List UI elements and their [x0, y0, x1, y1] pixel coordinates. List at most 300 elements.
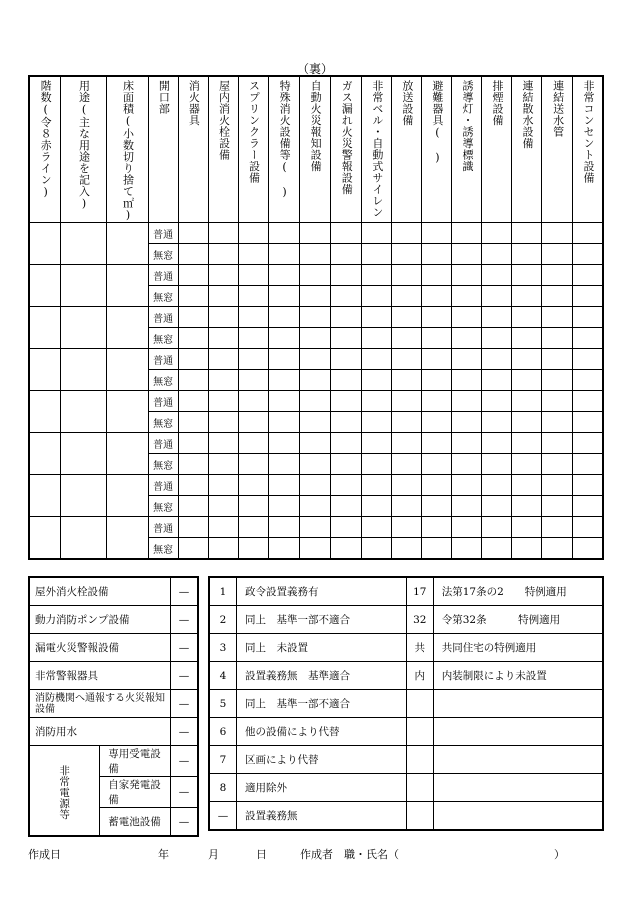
input-cell[interactable]	[392, 517, 422, 538]
input-cell[interactable]	[482, 286, 512, 307]
input-cell[interactable]	[452, 349, 482, 370]
input-cell[interactable]	[452, 286, 482, 307]
legend-code: 1	[209, 577, 237, 606]
input-cell[interactable]	[238, 391, 268, 412]
input-cell[interactable]	[330, 370, 361, 391]
input-cell[interactable]	[512, 328, 542, 349]
input-cell[interactable]	[422, 265, 452, 286]
input-cell[interactable]	[452, 223, 482, 244]
equipment-value[interactable]: —	[171, 690, 199, 718]
input-cell[interactable]	[362, 370, 392, 391]
input-cell[interactable]	[330, 412, 361, 433]
input-cell[interactable]	[422, 475, 452, 496]
power-value[interactable]: —	[171, 746, 199, 777]
power-label: 専用受電設備	[100, 746, 171, 777]
input-cell[interactable]	[106, 433, 148, 475]
input-cell[interactable]	[422, 349, 452, 370]
input-cell[interactable]	[208, 223, 238, 244]
input-cell[interactable]	[208, 265, 238, 286]
input-cell[interactable]	[542, 286, 573, 307]
input-cell[interactable]	[452, 496, 482, 517]
column-header	[60, 76, 106, 223]
input-cell[interactable]	[482, 517, 512, 538]
input-cell[interactable]	[268, 538, 299, 560]
input-cell[interactable]	[452, 475, 482, 496]
input-cell[interactable]	[208, 475, 238, 496]
input-cell[interactable]	[238, 496, 268, 517]
input-cell[interactable]	[330, 286, 361, 307]
input-cell[interactable]	[330, 244, 361, 265]
input-cell[interactable]	[573, 391, 603, 412]
input-cell[interactable]	[208, 349, 238, 370]
column-header	[392, 76, 422, 223]
power-group-cell	[29, 746, 100, 837]
opening-type-label: 普通	[148, 223, 178, 244]
input-cell[interactable]	[452, 517, 482, 538]
input-cell[interactable]	[362, 223, 392, 244]
input-cell[interactable]	[178, 265, 208, 286]
input-cell[interactable]	[512, 496, 542, 517]
input-cell[interactable]	[512, 538, 542, 560]
input-cell[interactable]	[208, 538, 238, 560]
input-cell[interactable]	[422, 391, 452, 412]
input-cell[interactable]	[238, 454, 268, 475]
input-cell[interactable]	[106, 265, 148, 307]
input-cell[interactable]	[482, 391, 512, 412]
input-cell[interactable]	[542, 475, 573, 496]
input-cell[interactable]	[392, 391, 422, 412]
input-cell[interactable]	[29, 349, 60, 391]
power-value[interactable]: —	[171, 777, 199, 808]
input-cell[interactable]	[542, 349, 573, 370]
equipment-value[interactable]: —	[171, 662, 199, 690]
input-cell[interactable]	[330, 328, 361, 349]
input-cell[interactable]	[106, 307, 148, 349]
input-cell[interactable]	[106, 349, 148, 391]
input-cell[interactable]	[238, 370, 268, 391]
input-cell[interactable]	[573, 475, 603, 496]
input-cell[interactable]	[422, 328, 452, 349]
input-cell[interactable]	[512, 370, 542, 391]
input-cell[interactable]	[268, 517, 299, 538]
input-cell[interactable]	[299, 349, 330, 370]
input-cell[interactable]	[542, 496, 573, 517]
input-cell[interactable]	[573, 412, 603, 433]
author-label: 作成者 職・氏名（	[300, 848, 399, 861]
input-cell[interactable]	[330, 223, 361, 244]
input-cell[interactable]	[238, 307, 268, 328]
input-cell[interactable]	[238, 328, 268, 349]
input-cell[interactable]	[392, 349, 422, 370]
input-cell[interactable]	[178, 391, 208, 412]
input-cell[interactable]	[452, 370, 482, 391]
input-cell[interactable]	[330, 391, 361, 412]
input-cell[interactable]	[362, 286, 392, 307]
input-cell[interactable]	[482, 475, 512, 496]
input-cell[interactable]	[482, 307, 512, 328]
input-cell[interactable]	[573, 307, 603, 328]
legend-row	[209, 577, 603, 606]
input-cell[interactable]	[392, 370, 422, 391]
input-cell[interactable]	[238, 538, 268, 560]
input-cell[interactable]	[573, 286, 603, 307]
input-cell[interactable]	[178, 223, 208, 244]
input-cell[interactable]	[392, 244, 422, 265]
legend-table	[208, 576, 604, 831]
input-cell[interactable]	[330, 475, 361, 496]
input-cell[interactable]	[482, 244, 512, 265]
equipment-value[interactable]: —	[171, 577, 199, 606]
input-cell[interactable]	[422, 496, 452, 517]
input-cell[interactable]	[392, 454, 422, 475]
input-cell[interactable]	[208, 454, 238, 475]
input-cell[interactable]	[452, 391, 482, 412]
input-cell[interactable]	[299, 538, 330, 560]
input-cell[interactable]	[362, 349, 392, 370]
input-cell[interactable]	[573, 223, 603, 244]
input-cell[interactable]	[452, 244, 482, 265]
input-cell[interactable]	[573, 244, 603, 265]
input-cell[interactable]	[542, 307, 573, 328]
equipment-value[interactable]: —	[171, 634, 199, 662]
input-cell[interactable]	[178, 328, 208, 349]
input-cell[interactable]	[106, 517, 148, 560]
input-cell[interactable]	[299, 454, 330, 475]
input-cell[interactable]	[299, 517, 330, 538]
input-cell[interactable]	[268, 454, 299, 475]
input-cell[interactable]	[512, 286, 542, 307]
input-cell[interactable]	[362, 454, 392, 475]
input-cell[interactable]	[542, 223, 573, 244]
input-cell[interactable]	[512, 433, 542, 454]
input-cell[interactable]	[208, 433, 238, 454]
input-cell[interactable]	[542, 328, 573, 349]
input-cell[interactable]	[512, 349, 542, 370]
input-cell[interactable]	[268, 391, 299, 412]
input-cell[interactable]	[208, 496, 238, 517]
input-cell[interactable]	[60, 349, 106, 391]
input-cell[interactable]	[208, 328, 238, 349]
equipment-value[interactable]: —	[171, 606, 199, 634]
input-cell[interactable]	[542, 433, 573, 454]
input-cell[interactable]	[330, 538, 361, 560]
input-cell[interactable]	[208, 370, 238, 391]
input-cell[interactable]	[422, 538, 452, 560]
column-header	[238, 76, 268, 223]
input-cell[interactable]	[392, 475, 422, 496]
input-cell[interactable]	[330, 349, 361, 370]
input-cell[interactable]	[542, 412, 573, 433]
equipment-row	[29, 718, 198, 746]
legend-text: 同上 未設置	[237, 634, 407, 662]
input-cell[interactable]	[268, 265, 299, 286]
input-cell[interactable]	[178, 517, 208, 538]
input-cell[interactable]	[512, 391, 542, 412]
input-cell[interactable]	[512, 517, 542, 538]
input-cell[interactable]	[542, 244, 573, 265]
input-cell[interactable]	[542, 370, 573, 391]
input-cell[interactable]	[299, 244, 330, 265]
input-cell[interactable]	[573, 496, 603, 517]
input-cell[interactable]	[542, 517, 573, 538]
input-cell[interactable]	[362, 391, 392, 412]
input-cell[interactable]	[392, 433, 422, 454]
column-header-label: 放送設備	[400, 80, 414, 126]
input-cell[interactable]	[299, 223, 330, 244]
column-header-label: 連結送水管	[551, 80, 565, 138]
input-cell[interactable]	[29, 517, 60, 560]
input-cell[interactable]	[299, 328, 330, 349]
input-cell[interactable]	[238, 244, 268, 265]
input-cell[interactable]	[452, 328, 482, 349]
month-label: 月	[208, 848, 219, 861]
input-cell[interactable]	[178, 475, 208, 496]
input-cell[interactable]	[208, 244, 238, 265]
input-cell[interactable]	[208, 517, 238, 538]
input-cell[interactable]	[299, 433, 330, 454]
input-cell[interactable]	[178, 412, 208, 433]
input-cell[interactable]	[362, 496, 392, 517]
table-row	[29, 307, 603, 328]
input-cell[interactable]	[178, 433, 208, 454]
input-cell[interactable]	[29, 265, 60, 307]
input-cell[interactable]	[29, 475, 60, 517]
input-cell[interactable]	[542, 454, 573, 475]
input-cell[interactable]	[29, 391, 60, 433]
input-cell[interactable]	[452, 538, 482, 560]
input-cell[interactable]	[29, 433, 60, 475]
input-cell[interactable]	[542, 265, 573, 286]
input-cell[interactable]	[178, 307, 208, 328]
input-cell[interactable]	[178, 286, 208, 307]
input-cell[interactable]	[452, 307, 482, 328]
legend-code: 7	[209, 746, 237, 774]
legend-code: 2	[209, 606, 237, 634]
column-header	[482, 76, 512, 223]
input-cell[interactable]	[452, 412, 482, 433]
input-cell[interactable]	[29, 223, 60, 265]
input-cell[interactable]	[208, 307, 238, 328]
input-cell[interactable]	[422, 286, 452, 307]
input-cell[interactable]	[573, 433, 603, 454]
legend-row	[209, 606, 603, 634]
input-cell[interactable]	[392, 328, 422, 349]
input-cell[interactable]	[482, 454, 512, 475]
column-header-label: 用途(主な用途を記入)	[77, 80, 91, 211]
input-cell[interactable]	[482, 433, 512, 454]
input-cell[interactable]	[178, 244, 208, 265]
legend-text: 区画により代替	[237, 746, 407, 774]
input-cell[interactable]	[392, 265, 422, 286]
input-cell[interactable]	[238, 517, 268, 538]
input-cell[interactable]	[330, 433, 361, 454]
power-label: 蓄電池設備	[100, 808, 171, 837]
input-cell[interactable]	[268, 433, 299, 454]
power-value[interactable]: —	[171, 808, 199, 837]
legend-text	[433, 746, 603, 774]
input-cell[interactable]	[330, 265, 361, 286]
input-cell[interactable]	[106, 223, 148, 265]
input-cell[interactable]	[573, 454, 603, 475]
input-cell[interactable]	[178, 496, 208, 517]
equipment-label: 漏電火災警報設備	[29, 634, 171, 662]
input-cell[interactable]	[268, 328, 299, 349]
input-cell[interactable]	[422, 223, 452, 244]
input-cell[interactable]	[208, 391, 238, 412]
input-cell[interactable]	[573, 349, 603, 370]
input-cell[interactable]	[482, 370, 512, 391]
input-cell[interactable]	[330, 517, 361, 538]
input-cell[interactable]	[362, 433, 392, 454]
input-cell[interactable]	[573, 265, 603, 286]
input-cell[interactable]	[482, 265, 512, 286]
input-cell[interactable]	[392, 496, 422, 517]
input-cell[interactable]	[238, 265, 268, 286]
input-cell[interactable]	[238, 286, 268, 307]
legend-text: 同上 基準一部不適合	[237, 690, 407, 718]
input-cell[interactable]	[178, 538, 208, 560]
input-cell[interactable]	[362, 538, 392, 560]
input-cell[interactable]	[299, 370, 330, 391]
equipment-label: 屋外消火栓設備	[29, 577, 171, 606]
input-cell[interactable]	[482, 349, 512, 370]
input-cell[interactable]	[106, 391, 148, 433]
input-cell[interactable]	[482, 328, 512, 349]
input-cell[interactable]	[422, 370, 452, 391]
input-cell[interactable]	[512, 244, 542, 265]
input-cell[interactable]	[482, 496, 512, 517]
input-cell[interactable]	[268, 496, 299, 517]
input-cell[interactable]	[238, 349, 268, 370]
input-cell[interactable]	[268, 244, 299, 265]
input-cell[interactable]	[422, 244, 452, 265]
input-cell[interactable]	[422, 517, 452, 538]
input-cell[interactable]	[60, 307, 106, 349]
column-header	[208, 76, 238, 223]
column-header-label: 非常ベル・自動式サイレン	[370, 80, 384, 218]
input-cell[interactable]	[268, 286, 299, 307]
input-cell[interactable]	[238, 475, 268, 496]
input-cell[interactable]	[330, 454, 361, 475]
input-cell[interactable]	[268, 475, 299, 496]
column-header	[512, 76, 542, 223]
input-cell[interactable]	[268, 349, 299, 370]
column-header	[299, 76, 330, 223]
input-cell[interactable]	[512, 454, 542, 475]
legend-row	[209, 746, 603, 774]
input-cell[interactable]	[299, 286, 330, 307]
input-cell[interactable]	[362, 328, 392, 349]
input-cell[interactable]	[60, 265, 106, 307]
input-cell[interactable]	[422, 307, 452, 328]
input-cell[interactable]	[362, 412, 392, 433]
input-cell[interactable]	[330, 496, 361, 517]
input-cell[interactable]	[362, 517, 392, 538]
input-cell[interactable]	[512, 412, 542, 433]
input-cell[interactable]	[452, 433, 482, 454]
input-cell[interactable]	[330, 307, 361, 328]
input-cell[interactable]	[178, 370, 208, 391]
input-cell[interactable]	[573, 328, 603, 349]
input-cell[interactable]	[60, 517, 106, 560]
input-cell[interactable]	[178, 349, 208, 370]
input-cell[interactable]	[208, 412, 238, 433]
input-cell[interactable]	[362, 265, 392, 286]
input-cell[interactable]	[482, 538, 512, 560]
input-cell[interactable]	[268, 223, 299, 244]
input-cell[interactable]	[238, 412, 268, 433]
input-cell[interactable]	[268, 412, 299, 433]
input-cell[interactable]	[392, 538, 422, 560]
footer	[28, 846, 604, 862]
input-cell[interactable]	[208, 286, 238, 307]
legend-code: 3	[209, 634, 237, 662]
input-cell[interactable]	[573, 517, 603, 538]
input-cell[interactable]	[482, 412, 512, 433]
input-cell[interactable]	[392, 286, 422, 307]
input-cell[interactable]	[512, 475, 542, 496]
input-cell[interactable]	[299, 412, 330, 433]
input-cell[interactable]	[362, 475, 392, 496]
input-cell[interactable]	[512, 223, 542, 244]
input-cell[interactable]	[482, 223, 512, 244]
input-cell[interactable]	[392, 307, 422, 328]
column-header	[148, 76, 178, 223]
input-cell[interactable]	[60, 475, 106, 517]
input-cell[interactable]	[60, 433, 106, 475]
input-cell[interactable]	[542, 538, 573, 560]
input-cell[interactable]	[392, 412, 422, 433]
legend-code	[406, 746, 433, 774]
input-cell[interactable]	[362, 307, 392, 328]
input-cell[interactable]	[512, 265, 542, 286]
equipment-value[interactable]: —	[171, 718, 199, 746]
input-cell[interactable]	[238, 223, 268, 244]
input-cell[interactable]	[362, 244, 392, 265]
input-cell[interactable]	[299, 496, 330, 517]
input-cell[interactable]	[238, 433, 268, 454]
legend-code: —	[209, 802, 237, 831]
input-cell[interactable]	[452, 265, 482, 286]
opening-type-label: 普通	[148, 433, 178, 454]
input-cell[interactable]	[268, 307, 299, 328]
input-cell[interactable]	[299, 265, 330, 286]
input-cell[interactable]	[422, 412, 452, 433]
input-cell[interactable]	[392, 223, 422, 244]
input-cell[interactable]	[573, 370, 603, 391]
input-cell[interactable]	[422, 454, 452, 475]
input-cell[interactable]	[422, 433, 452, 454]
input-cell[interactable]	[512, 307, 542, 328]
input-cell[interactable]	[452, 454, 482, 475]
input-cell[interactable]	[299, 475, 330, 496]
input-cell[interactable]	[573, 538, 603, 560]
legend-code	[406, 774, 433, 802]
input-cell[interactable]	[29, 307, 60, 349]
input-cell[interactable]	[299, 307, 330, 328]
input-cell[interactable]	[60, 223, 106, 265]
column-header-label: スプリンクラー設備	[247, 80, 261, 184]
input-cell[interactable]	[178, 454, 208, 475]
legend-row	[209, 634, 603, 662]
input-cell[interactable]	[60, 391, 106, 433]
input-cell[interactable]	[268, 370, 299, 391]
legend-code: 内	[406, 662, 433, 690]
legend-text: 内装制限により未設置	[433, 662, 603, 690]
input-cell[interactable]	[106, 475, 148, 517]
input-cell[interactable]	[542, 391, 573, 412]
input-cell[interactable]	[299, 391, 330, 412]
